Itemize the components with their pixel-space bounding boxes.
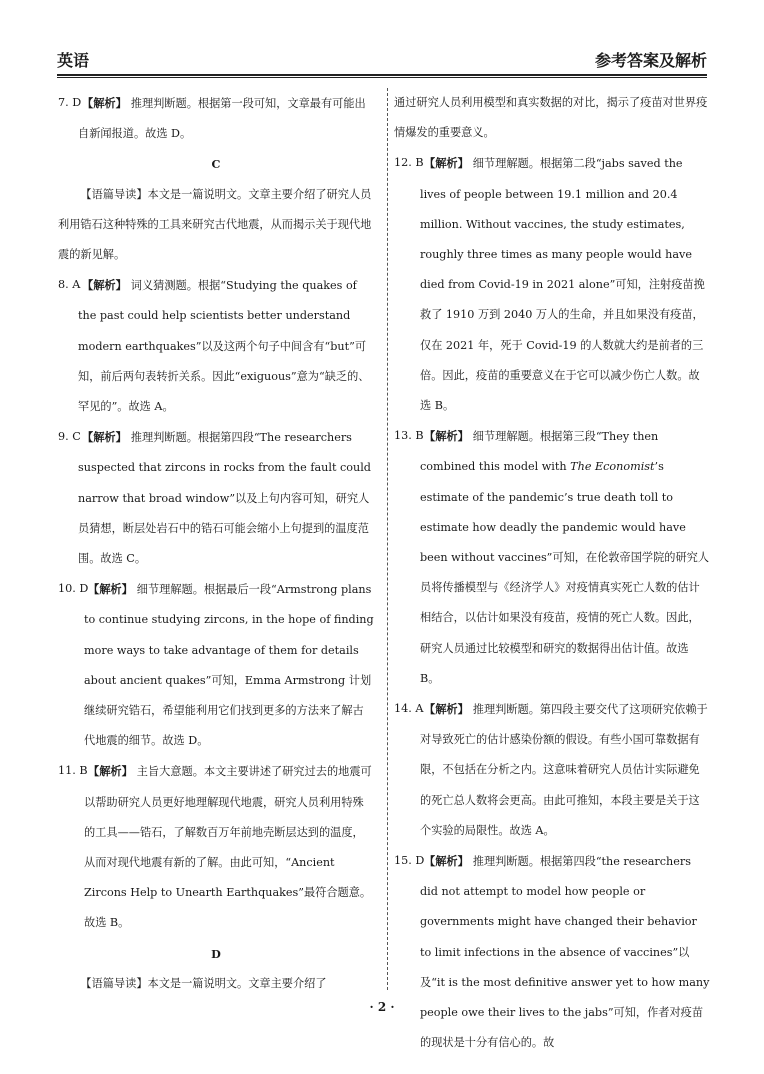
answer-text: 细节理解题。根据第二段“jabs saved the lives of people between 19.1 million and 20.4 million. Without vaccines, the study estimates, roughly three times as many people would have died from Covid-19 in 2021 alone”可知，注射疫苗挽救了 1910 万到 2040 万人的生命，并且如果没有疫苗，仅在 2021 年，死于 Covid-19 的人数就大约是前者的三倍。因此，疫苗的重要意义在于它可以减少伤亡人数。故选 B。 [420, 157, 705, 413]
page-header [57, 44, 707, 72]
header-title: 参考答案及解析 [594, 51, 707, 70]
analysis-tag: 【解析】 [424, 702, 469, 717]
passage-guide-c [58, 180, 374, 271]
answer-14 [394, 694, 710, 846]
guide-text: 本文是一篇说明文。文章主要介绍了研究人员利用锆石这种特殊的工具来研究古代地震，从而揭示关于现代地震的新见解。 [58, 187, 372, 262]
answer-number: 9. C [58, 430, 81, 444]
analysis-tag: 【解析】 [424, 156, 469, 171]
answer-text: 推理判断题。根据第一段可知，文章最有可能出自新闻报道。故选 D。 [78, 97, 366, 141]
header-rule-thin [57, 77, 707, 78]
passage-guide-d-continued: 通过研究人员利用模型和真实数据的对比，揭示了疫苗对世界疫情爆发的重要意义。 [394, 96, 708, 140]
answer-9 [58, 422, 374, 574]
answer-number: 7. D [58, 96, 82, 109]
right-column [394, 88, 710, 1059]
analysis-tag: 【解析】 [82, 96, 127, 110]
answer-number: 8. A [58, 278, 81, 292]
answer-text: 推理判断题。根据第四段“The researchers suspected that zircons in rocks from the fault could narrow that broad window”以及上句内容可知，研究人员猜想，断层处岩石中的锆石可能会缩小上句提到的温度范围。故选 C。 [78, 431, 371, 566]
answer-number: 15. D [394, 854, 425, 868]
answer-text: 主旨大意题。本文主要讲述了研究过去的地震可以帮助研究人员更好地理解现代地震，研究人员利用特殊的工具——锆石，了解数百万年前地壳断层达到的温度，从而对现代地震有新的了解。由此可知，“Ancient Zircons Help to Unearth Earthquakes”最符合题意。故选 B。 [84, 765, 372, 930]
analysis-tag: 【解析】 [88, 764, 133, 779]
answer-number: 11. B [58, 764, 88, 778]
answer-number: 13. B [394, 429, 424, 443]
column-divider [387, 88, 388, 990]
guide-tag: 【语篇导读】 [80, 976, 148, 990]
page-number: · 2 · [369, 1000, 395, 1014]
answer-number: 12. B [394, 156, 424, 170]
answer-text: 推理判断题。第四段主要交代了这项研究依赖于对导致死亡的估计感染份额的假设。有些小国可靠数据有限，不包括在分析之内。这意味着研究人员估计实际避免的死亡总人数将会更高。由此可推知，本段主要是关于这个实验的局限性。故选 A。 [420, 703, 708, 837]
answer-text: 推理判断题。根据第四段“the researchers did not attempt to model how people or governments might have changed their behavior to limit infections in the absence of vaccines”以及“it is the most definitive answer yet to how many people owe their lives to the jabs”可知，作者对疫苗的现状是十分有信心的。故 [420, 855, 710, 1050]
analysis-tag: 【解析】 [82, 278, 127, 293]
answer-text: 细节理解题。根据第三段“They then combined this model with [420, 430, 659, 474]
header-rule [57, 74, 707, 76]
analysis-tag: 【解析】 [424, 854, 469, 869]
section-heading-d: D [211, 946, 221, 961]
publication-title: The Economist [570, 460, 655, 474]
answer-13 [394, 421, 710, 694]
answer-10 [58, 574, 374, 756]
analysis-tag: 【解析】 [82, 430, 127, 445]
answer-11 [58, 756, 374, 938]
guide-tag: 【语篇导读】 [80, 187, 148, 201]
passage-guide-d [58, 969, 374, 999]
answer-text: 词义猜测题。根据“Studying the quakes of the past could help scientists better understand modern earthquakes”以及这两个句子中间含有“but”可知，前后两句表转折关系。因此“exiguous”意为“缺乏的、罕见的”。故选 A。 [78, 279, 370, 414]
answer-text-cont: ’s estimate of the pandemic’s true death toll to estimate how deadly the pandemic would have been without vaccines”可知，在伦敦帝国学院的研究人员将传播模型与《经济学人》对疫情真实死亡人数的估计相结合，以估计如果没有疫苗，疫情的死亡人数。因此，研究人员通过比较模型和研究的数据得出估计值。故选 B。 [420, 460, 710, 685]
answer-number: 10. D [58, 582, 89, 596]
answer-text: 细节理解题。根据最后一段“Armstrong plans to continue studying zircons, in the hope of finding more ways to take advantage of them for details about ancient quakes”可知，Emma Armstrong 计划继续研究锆石，希望能利用它们找到更多的方法来了解古代地震的细节。故选 D。 [84, 583, 374, 748]
answer-number: 14. A [394, 702, 424, 716]
analysis-tag: 【解析】 [424, 429, 469, 444]
section-heading-c: C [211, 157, 221, 172]
answer-7 [58, 88, 374, 149]
answer-8 [58, 270, 374, 422]
subject-label: 英语 [57, 51, 90, 70]
answer-12 [394, 148, 710, 421]
left-column [58, 88, 374, 999]
analysis-tag: 【解析】 [88, 582, 133, 597]
answer-15 [394, 846, 710, 1058]
guide-text: 本文是一篇说明文。文章主要介绍了 [147, 976, 327, 990]
